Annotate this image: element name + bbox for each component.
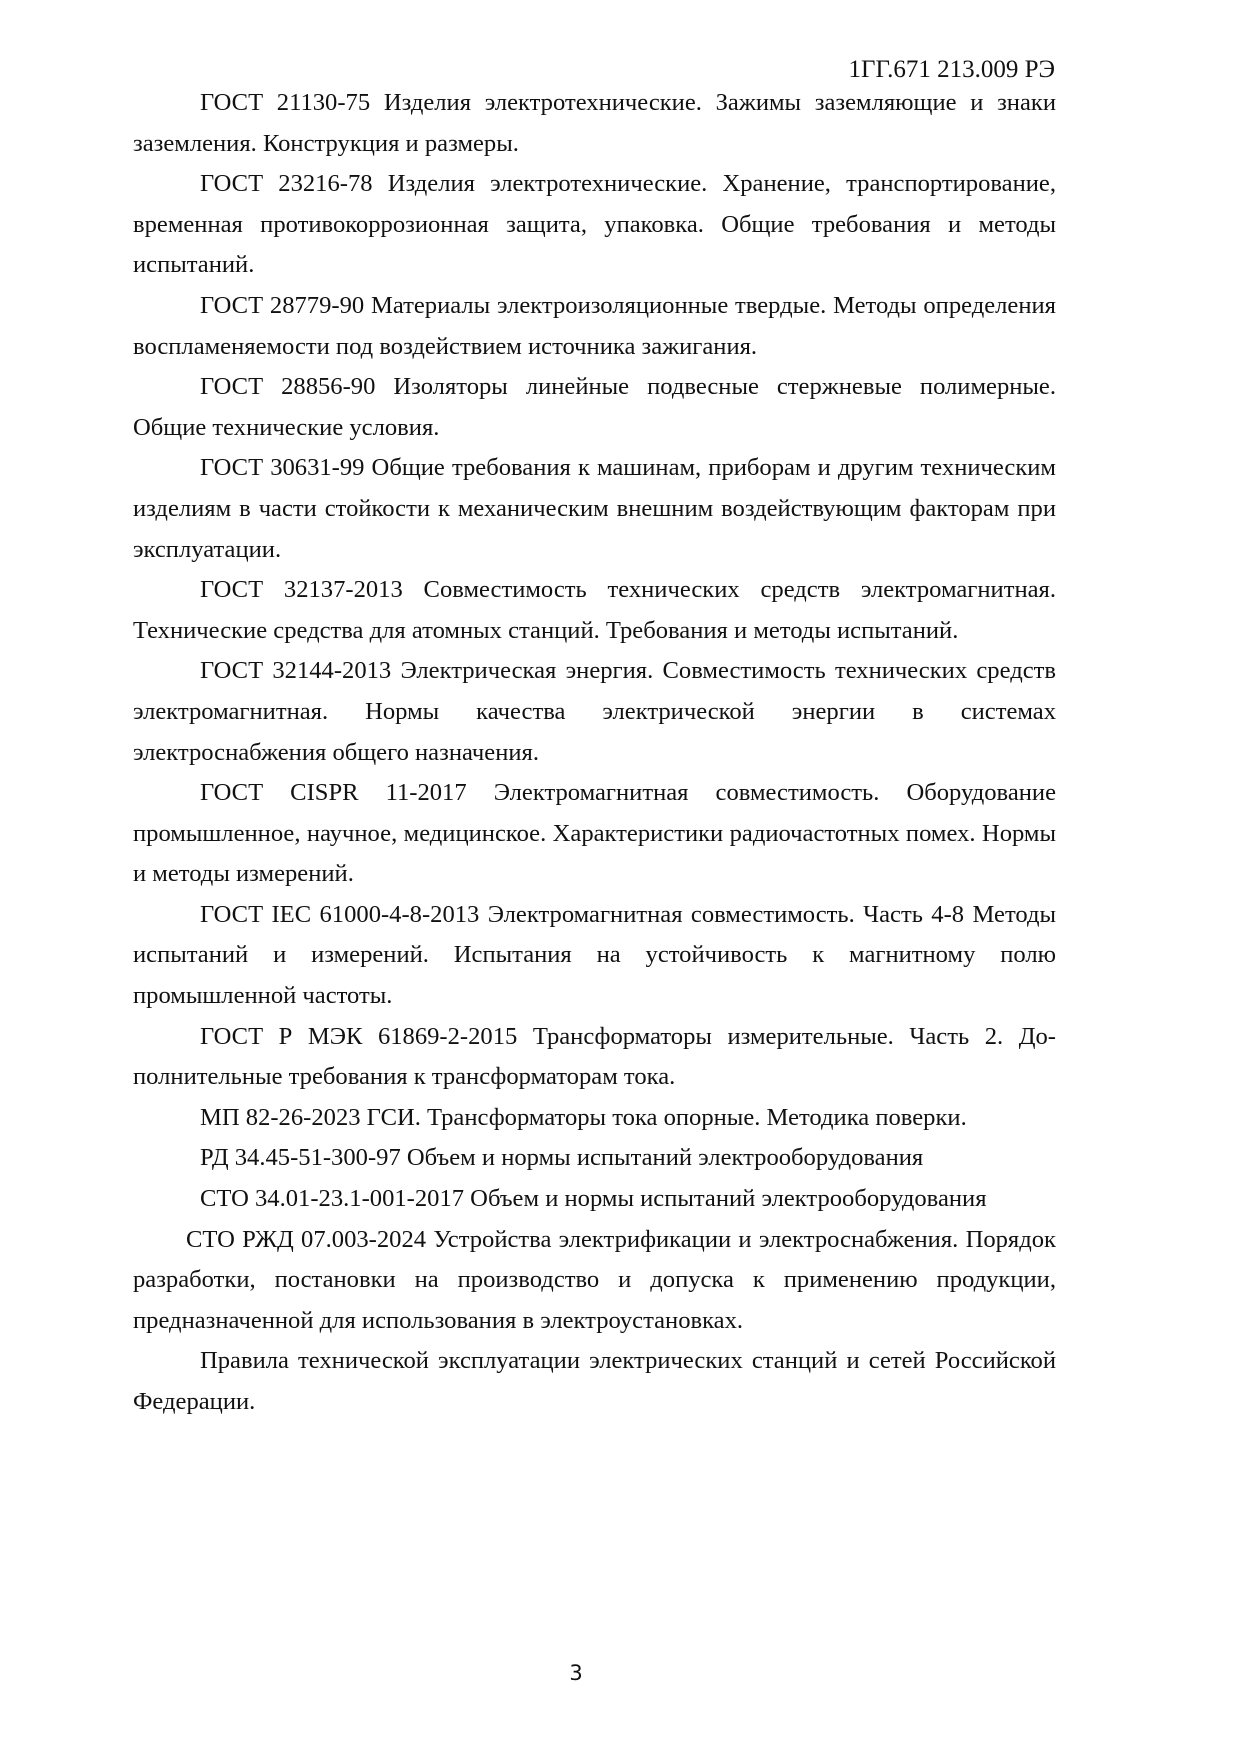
reference-gost-21130-75: ГОСТ 21130-75 Изделия электротехнические. Зажимы заземляющие и знаки заземления. Конструкция и размеры. [133, 89, 1056, 157]
page-number: 3 [569, 1661, 583, 1685]
reference-gost-28779-90: ГОСТ 28779-90 Материалы электроизоляционные твердые. Методы определения воспламеняемости под воздействием источника зажигания. [133, 291, 1056, 360]
reference-gost-32144-2013: ГОСТ 32144-2013 Электрическая энергия. Совместимость технических средств электромагнитная. Нормы качества электрической энергии в системах электроснабжения общего назначения. [133, 657, 1056, 766]
reference-gost-iec-61000-4-8-2013: ГОСТ IEC 61000-4-8-2013 Электромагнитная совместимость. Часть 4-8 Методы испытаний и измерений. Испытания на устойчивость к магнитному полю промышленной частоты. [133, 900, 1056, 1010]
reference-gost-r-iec-61869-2-2015: ГОСТ Р МЭК 61869-2-2015 Трансформаторы измерительные. Часть 2. Дополнительные требования к трансформаторам тока. [133, 1022, 1056, 1091]
reference-rd-34-45-51-300-97: РД 34.45-51-300-97 Объем и нормы испытаний электрооборудования [200, 1144, 924, 1172]
reference-gost-32137-2013: ГОСТ 32137-2013 Совместимость технических средств электромагнитная. Технические средства для атомных станций. Требования и методы испытаний. [133, 576, 1056, 644]
reference-power-plant-operation-rules: Правила технической эксплуатации электрических станций и сетей Российской Федерации. [133, 1347, 1056, 1415]
reference-sto-rzd-07-003-2024: СТО РЖД 07.003-2024 Устройства электрификации и электроснабжения. Порядок разработки, постановки на производство и допуска к применению продукции, предназначенной для использования в электроустановках. [133, 1225, 1056, 1334]
normative-references-list [133, 83, 1056, 1423]
reference-gost-30631-99: ГОСТ 30631-99 Общие требования к машинам, приборам и другим техническим изделиям в части стойкости к механическим внешним воздействующим факторам при эксплуатации. [133, 454, 1056, 563]
reference-sto-34-01-23-1-001-2017: СТО 34.01-23.1-001-2017 Объем и нормы испытаний электрооборудования [200, 1185, 987, 1213]
reference-gost-cispr-11-2017: ГОСТ CISPR 11-2017 Электромагнитная совместимость. Оборудование промышленное, научное, медицинское. Характеристики радиочастотных помех. Нормы и методы измерений. [133, 779, 1056, 888]
reference-mp-82-26-2023: МП 82-26-2023 ГСИ. Трансформаторы тока опорные. Методика поверки. [200, 1103, 967, 1131]
reference-gost-23216-78: ГОСТ 23216-78 Изделия электротехнические. Хранение, транспортирование, временная противокоррозионная защита, упаковка. Общие требования и методы испытаний. [133, 170, 1056, 279]
document-code: 1ГГ.671 213.009 РЭ [848, 56, 1055, 83]
reference-gost-28856-90: ГОСТ 28856-90 Изоляторы линейные подвесные стержневые полимерные. Общие технические условия. [133, 373, 1056, 441]
